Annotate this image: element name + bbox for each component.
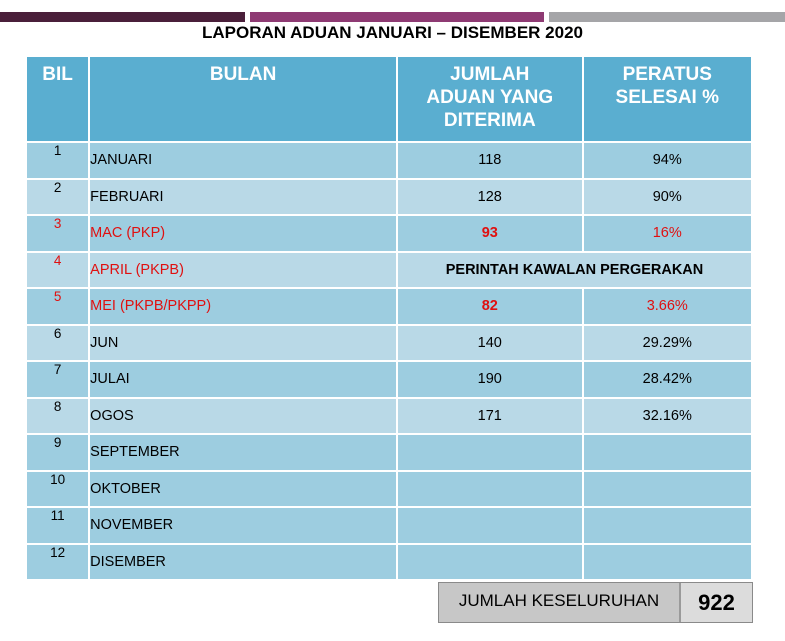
cell-jumlah: 171 (397, 398, 583, 435)
table-row (26, 252, 752, 289)
cell-bulan: JANUARI (89, 142, 397, 179)
cell-bulan: FEBRUARI (89, 179, 397, 216)
grand-total-value: 922 (681, 583, 752, 622)
cell-bil: 7 (26, 361, 89, 398)
cell-bulan: SEPTEMBER (89, 434, 397, 471)
cell-bil: 8 (26, 398, 89, 435)
cell-bil: 5 (26, 288, 89, 325)
cell-jumlah: 128 (397, 179, 583, 216)
cell-peratus: 28.42% (583, 361, 752, 398)
cell-bil: 10 (26, 471, 89, 508)
cell-bulan: JUN (89, 325, 397, 362)
cell-peratus: 16% (583, 215, 752, 252)
cell-jumlah: 190 (397, 361, 583, 398)
header-bulan: BULAN (89, 56, 397, 142)
accent-bar-magenta (250, 12, 544, 22)
header-bil: BIL (26, 56, 89, 142)
cell-jumlah (397, 471, 583, 508)
cell-bulan: OGOS (89, 398, 397, 435)
complaint-report-table (25, 55, 753, 581)
cell-peratus (583, 544, 752, 581)
table-row (26, 288, 752, 325)
cell-bil: 6 (26, 325, 89, 362)
table-row (26, 215, 752, 252)
cell-jumlah (397, 507, 583, 544)
table-row (26, 471, 752, 508)
table-header-row (26, 56, 752, 142)
cell-bulan: NOVEMBER (89, 507, 397, 544)
table-row (26, 544, 752, 581)
cell-bulan: OKTOBER (89, 471, 397, 508)
accent-bar-dark (0, 12, 245, 22)
cell-bil: 2 (26, 179, 89, 216)
cell-bulan: JULAI (89, 361, 397, 398)
accent-bar-gray (549, 12, 785, 22)
table-row (26, 142, 752, 179)
grand-total-box (438, 582, 753, 623)
cell-peratus: 94% (583, 142, 752, 179)
cell-peratus: 90% (583, 179, 752, 216)
table-row (26, 507, 752, 544)
cell-jumlah: 118 (397, 142, 583, 179)
report-title: LAPORAN ADUAN JANUARI – DISEMBER 2020 (202, 23, 583, 42)
cell-bil: 4 (26, 252, 89, 289)
table-row (26, 179, 752, 216)
table-row (26, 398, 752, 435)
cell-peratus (583, 507, 752, 544)
cell-peratus (583, 471, 752, 508)
cell-bil: 1 (26, 142, 89, 179)
cell-bil: 9 (26, 434, 89, 471)
cell-bil: 3 (26, 215, 89, 252)
header-jumlah: JUMLAH ADUAN YANG DITERIMA (397, 56, 583, 142)
cell-jumlah (397, 544, 583, 581)
table-row (26, 434, 752, 471)
cell-bulan: DISEMBER (89, 544, 397, 581)
grand-total-label: JUMLAH KESELURUHAN (439, 583, 681, 622)
cell-jumlah: 82 (397, 288, 583, 325)
table-row (26, 361, 752, 398)
cell-peratus: 32.16% (583, 398, 752, 435)
cell-jumlah: 93 (397, 215, 583, 252)
table-row (26, 325, 752, 362)
cell-mco-notice: PERINTAH KAWALAN PERGERAKAN (397, 252, 752, 289)
cell-peratus: 29.29% (583, 325, 752, 362)
header-peratus: PERATUS SELESAI % (583, 56, 752, 142)
cell-bil: 11 (26, 507, 89, 544)
cell-bil: 12 (26, 544, 89, 581)
cell-bulan: MAC (PKP) (89, 215, 397, 252)
cell-bulan: APRIL (PKPB) (89, 252, 397, 289)
cell-peratus: 3.66% (583, 288, 752, 325)
cell-jumlah (397, 434, 583, 471)
cell-jumlah: 140 (397, 325, 583, 362)
cell-bulan: MEI (PKPB/PKPP) (89, 288, 397, 325)
cell-peratus (583, 434, 752, 471)
